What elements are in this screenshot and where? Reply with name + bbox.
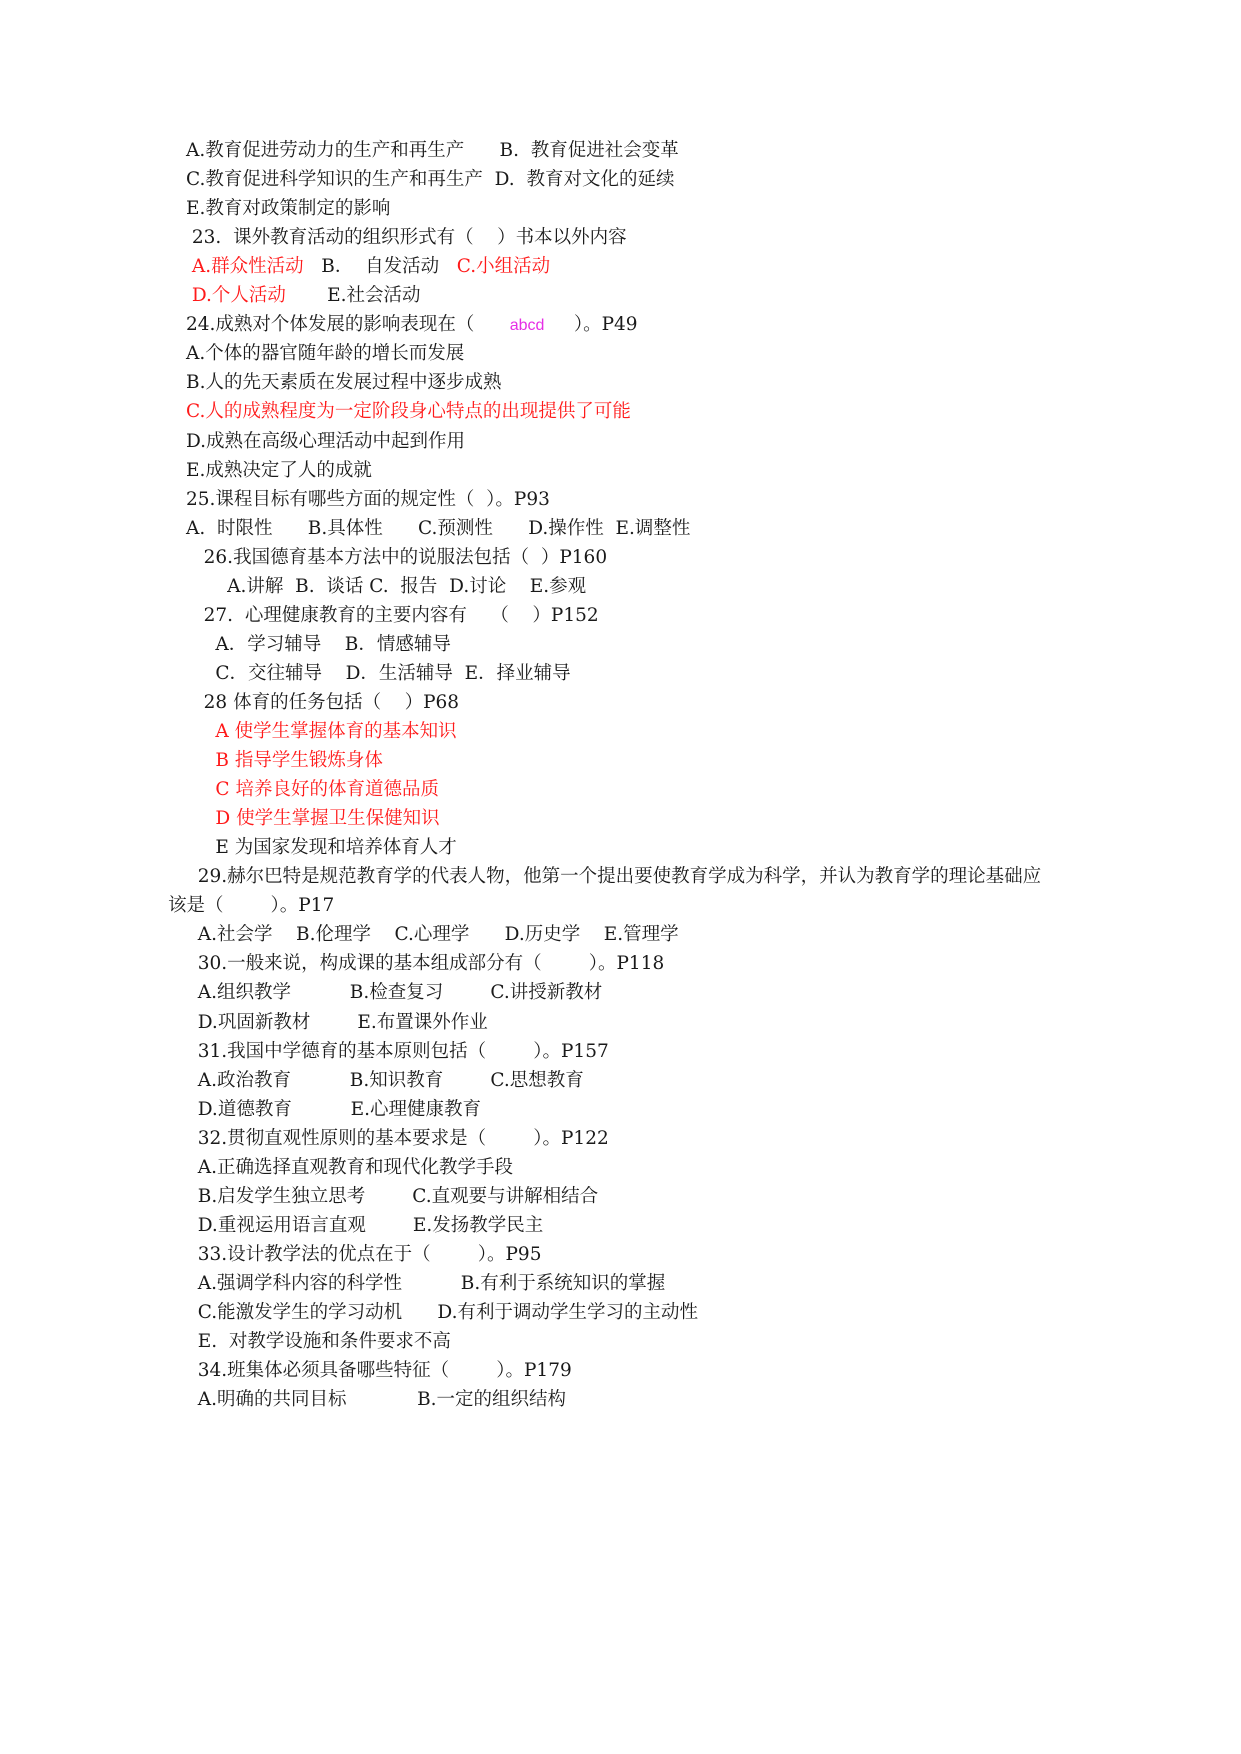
text-line (186, 574, 586, 600)
text-segment: A.组织教学 B.检查复习 C.讲授新教材 (186, 982, 603, 1004)
text-segment: B.启发学生独立思考 C.直观要与讲解相结合 (186, 1185, 599, 1207)
text-segment: A.政治教育 B.知识教育 C.思想教育 (186, 1069, 584, 1091)
text-segment: 28 体育的任务包括（ ）P68 (186, 691, 460, 713)
text-line (186, 1300, 698, 1326)
text-segment: C.教育促进科学知识的生产和再生产 D. 教育对文化的延续 (186, 169, 675, 191)
text-line (186, 632, 451, 658)
highlighted-answer-text: A.群众性活动 (186, 256, 304, 278)
text-line (186, 545, 607, 571)
text-segment: 34.班集体必须具备哪些特征（ ）。P179 (186, 1360, 572, 1382)
text-line (186, 980, 602, 1006)
text-line (186, 835, 457, 861)
text-segment: D.成熟在高级心理活动中起到作用 (186, 430, 466, 452)
text-segment: E 为国家发现和培养体育人才 (186, 837, 457, 859)
text-line (186, 1387, 566, 1413)
text-segment: B.人的先天素质在发展过程中逐步成熟 (186, 372, 502, 394)
text-segment: A. 时限性 B.具体性 C.预测性 D.操作性 E.调整性 (186, 517, 691, 539)
text-line (186, 603, 599, 629)
text-line (186, 196, 390, 222)
text-segment: 32.贯彻直观性原则的基本要求是（ ）。P122 (186, 1127, 609, 1149)
highlighted-answer-text: A 使学生掌握体育的基本知识 (186, 721, 457, 742)
text-segment: 该是（ ）。P17 (168, 895, 335, 917)
text-segment: A.社会学 B.伦理学 C.心理学 D.历史学 E.管理学 (186, 924, 679, 946)
text-segment: E.教育对政策制定的影响 (186, 198, 391, 220)
text-line (186, 254, 550, 280)
text-line (186, 399, 631, 425)
text-segment: 33.设计教学法的优点在于（ ）。P95 (186, 1243, 542, 1265)
text-line (186, 1242, 541, 1268)
text-line (186, 1184, 598, 1210)
text-line (186, 1010, 488, 1036)
text-segment: D.巩固新教材 E.布置课外作业 (186, 1011, 488, 1033)
text-line (186, 1039, 609, 1065)
text-line (186, 516, 690, 542)
highlighted-answer-text: C.小组活动 (456, 256, 551, 278)
text-segment: 24.成熟对个体发展的影响表现在（ (186, 314, 510, 336)
text-line (186, 1213, 543, 1239)
text-line (186, 864, 1041, 890)
text-line (186, 429, 465, 455)
text-line (186, 922, 679, 948)
text-line (186, 1271, 665, 1297)
text-segment: ）。P49 (544, 314, 638, 336)
text-segment: A.正确选择直观教育和现代化教学手段 (186, 1156, 514, 1178)
text-line (186, 1097, 481, 1123)
text-line (186, 312, 638, 339)
text-line (186, 370, 501, 396)
text-segment: A.强调学科内容的科学性 B.有利于系统知识的掌握 (186, 1272, 666, 1294)
text-segment: E.成熟决定了人的成就 (186, 459, 372, 481)
text-line (186, 225, 627, 251)
answer-note: abcd (509, 317, 545, 335)
highlighted-answer-text: C.人的成熟程度为一定阶段身心特点的出现提供了可能 (186, 401, 631, 423)
text-line (186, 777, 439, 803)
highlighted-answer-text: D.个人活动 (186, 285, 286, 307)
text-line (186, 748, 383, 774)
text-segment: A.明确的共同目标 B.一定的组织结构 (186, 1389, 567, 1411)
text-segment: 31.我国中学德育的基本原则包括（ ）。P157 (186, 1040, 609, 1062)
highlighted-answer-text: C 培养良好的体育道德品质 (186, 779, 439, 801)
text-line (186, 1126, 609, 1152)
text-segment: 27. 心理健康教育的主要内容有 （ ）P152 (186, 604, 599, 626)
text-segment: C.能激发学生的学习动机 D.有利于调动学生学习的主动性 (186, 1302, 698, 1323)
text-segment: 25.课程目标有哪些方面的规定性（ ）。P93 (186, 488, 550, 510)
text-line (186, 1155, 513, 1181)
text-line (186, 806, 440, 832)
text-line (186, 1068, 584, 1094)
text-line (186, 167, 674, 193)
text-segment: C．交往辅导 D．生活辅导 E．择业辅导 (186, 662, 571, 684)
text-segment: E. 对教学设施和条件要求不高 (186, 1331, 451, 1353)
highlighted-answer-text: D 使学生掌握卫生保健知识 (186, 808, 440, 830)
text-segment: B． 自发活动 (303, 256, 457, 278)
text-segment: 23. 课外教育活动的组织形式有（ ）书本以外内容 (186, 227, 627, 249)
text-line (186, 661, 571, 687)
text-segment: 26.我国德育基本方法中的说服法包括（ ）P160 (186, 546, 608, 568)
text-segment: A．学习辅导 B．情感辅导 (186, 633, 451, 655)
text-segment: 29.赫尔巴特是规范教育学的代表人物，他第一个提出要使教育学成为科学，并认为教育学的理论基础应 (186, 866, 1042, 888)
text-line (186, 458, 372, 484)
text-line (186, 1358, 572, 1384)
text-segment: A.个体的器官随年龄的增长而发展 (186, 343, 465, 365)
text-line (186, 283, 421, 309)
text-line (186, 138, 679, 164)
text-line (186, 487, 550, 513)
text-line (186, 951, 664, 977)
text-segment: D.重视运用语言直观 E.发扬教学民主 (186, 1214, 544, 1236)
text-segment: D.道德教育 E.心理健康教育 (186, 1098, 482, 1120)
text-segment: A.讲解 B. 谈话 C. 报告 D.讨论 E.参观 (186, 575, 587, 597)
text-line (186, 341, 464, 367)
text-line (168, 893, 334, 919)
text-segment: A.教育促进劳动力的生产和再生产 B. 教育促进社会变革 (186, 140, 679, 161)
text-line (186, 1329, 451, 1355)
text-segment: E.社会活动 (285, 285, 421, 307)
text-segment: 30.一般来说，构成课的基本组成部分有（ ）。P118 (186, 953, 665, 975)
text-line (186, 719, 457, 745)
highlighted-answer-text: B 指导学生锻炼身体 (186, 750, 383, 772)
text-line (186, 690, 459, 716)
